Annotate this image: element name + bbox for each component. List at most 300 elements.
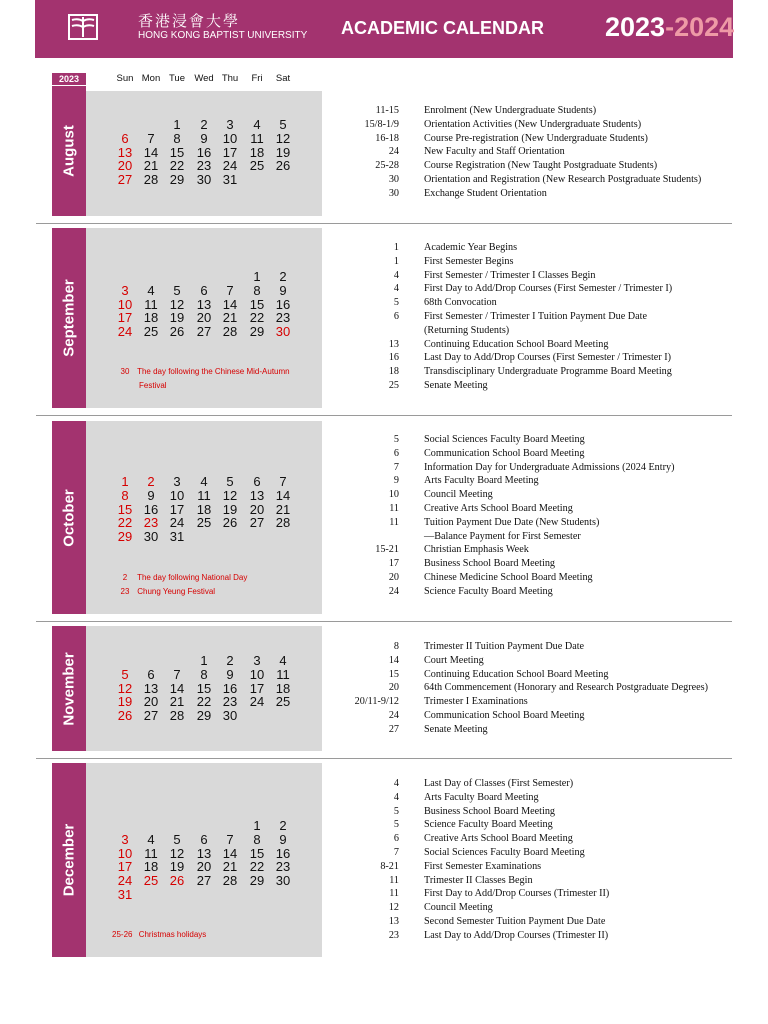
event-row — [332, 792, 732, 806]
calendar-day: 26 — [169, 324, 185, 340]
event-list-august — [332, 105, 732, 202]
calendar-day: 24 — [222, 158, 238, 174]
calendar-day: 19 — [117, 694, 133, 710]
event-description: Information Day for Undergraduate Admissions (2024 Entry) — [424, 461, 675, 473]
holiday-note-day: 30 — [120, 367, 130, 376]
calendar-day: 14 — [143, 144, 159, 160]
weekday-label: Sun — [116, 73, 134, 84]
event-description: Last Day to Add/Drop Courses (First Semester / Trimester I) — [424, 352, 672, 364]
month-band-november — [52, 626, 86, 751]
calendar-day: 13 — [196, 845, 212, 861]
event-date: 30 — [388, 187, 399, 199]
event-description: First Semester / Trimester I Tuition Payment Due Date — [424, 310, 647, 322]
calendar-day: 18 — [249, 144, 265, 160]
holiday-note-text: Festival — [139, 381, 167, 390]
holiday-note-text: Chung Yeung Festival — [135, 587, 216, 596]
calendar-day: 25 — [143, 873, 159, 889]
event-date: 1 — [393, 255, 399, 267]
calendar-day: 7 — [173, 666, 181, 682]
event-description: Last Day to Add/Drop Courses (Trimester II) — [424, 929, 609, 941]
calendar-day: 27 — [117, 172, 133, 188]
calendar-day: 19 — [169, 310, 185, 326]
month-band-september — [52, 228, 86, 408]
event-description: First Semester Begins — [424, 255, 514, 267]
event-row — [332, 366, 732, 380]
calendar-day: 8 — [253, 831, 261, 847]
weekday-label: Fri — [251, 73, 263, 84]
event-row — [332, 503, 732, 517]
event-row — [332, 352, 732, 366]
event-description: Last Day of Classes (First Semester) — [424, 778, 574, 789]
calendar-day: 10 — [222, 130, 238, 146]
calendar-day: 24 — [169, 515, 185, 531]
event-date: 11 — [389, 874, 399, 886]
calendar-day: 29 — [249, 873, 265, 889]
event-date: 4 — [393, 283, 399, 295]
calendar-day: 8 — [200, 666, 208, 682]
calendar-day: 17 — [249, 680, 265, 696]
calendar-day: 5 — [173, 282, 181, 298]
calendar-day: 6 — [147, 666, 155, 682]
calendar-day: 7 — [226, 831, 234, 847]
event-description: Senate Meeting — [424, 723, 488, 735]
calendar-day: 2 — [279, 818, 287, 833]
calendar-day: 28 — [222, 324, 238, 340]
calendar-day: 23 — [196, 158, 212, 174]
event-row — [332, 669, 732, 683]
event-date: 4 — [393, 269, 399, 281]
event-date: 5 — [393, 805, 399, 817]
calendar-day: 10 — [169, 487, 185, 503]
event-row — [332, 641, 732, 655]
calendar-day: 19 — [275, 144, 291, 160]
calendar-day: 31 — [117, 887, 133, 902]
event-description: Communication School Board Meeting — [424, 709, 585, 721]
calendar-day: 9 — [279, 831, 287, 847]
calendar-day: 17 — [169, 501, 185, 517]
event-row — [332, 806, 732, 820]
event-date: 15 — [388, 668, 399, 680]
event-date: 16 — [388, 352, 399, 364]
calendar-day: 15 — [196, 680, 212, 696]
event-date: 24 — [388, 585, 399, 597]
event-row — [332, 586, 732, 600]
calendar-day: 9 — [226, 666, 234, 682]
calendar-day: 3 — [121, 831, 129, 847]
event-row — [332, 930, 732, 944]
event-row — [332, 819, 732, 833]
calendar-day: 20 — [117, 158, 133, 174]
event-description: Senate Meeting — [424, 379, 488, 391]
event-row — [332, 462, 732, 476]
event-date: 9 — [393, 475, 399, 487]
calendar-day: 6 — [200, 282, 208, 298]
calendar-day: 29 — [196, 708, 212, 724]
calendar-day: 28 — [169, 708, 185, 724]
year-end: 2024 — [674, 12, 735, 42]
calendar-day: 15 — [169, 144, 185, 160]
calendar-day: 14 — [275, 487, 291, 503]
event-row — [332, 146, 732, 160]
calendar-day: 22 — [249, 859, 265, 875]
calendar-day: 18 — [275, 680, 291, 696]
calendar-day: 10 — [117, 296, 133, 312]
month-name: December — [60, 823, 78, 897]
event-description: Continuing Education School Board Meeting — [424, 668, 609, 680]
calendar-day: 16 — [143, 501, 159, 517]
calendar-day: 27 — [196, 873, 212, 889]
calendar-day: 12 — [117, 680, 133, 696]
holiday-note-text: The day following National Day — [135, 573, 248, 582]
page-title: ACADEMIC CALENDAR — [341, 18, 544, 38]
event-row — [332, 160, 732, 174]
hkbu-logo-icon — [68, 12, 98, 42]
event-description: Business School Board Meeting — [424, 558, 556, 570]
calendar-day: 31 — [169, 529, 185, 545]
calendar-day: 28 — [275, 515, 291, 531]
calendar-day: 12 — [222, 487, 238, 503]
calendar-day: 2 — [147, 474, 155, 489]
event-row — [332, 544, 732, 558]
weekday-label: Tue — [168, 73, 186, 84]
event-date: 25 — [388, 379, 399, 391]
event-date: 6 — [393, 310, 399, 322]
calendar-day: 4 — [147, 831, 155, 847]
event-row — [332, 380, 732, 394]
month-divider — [36, 415, 732, 416]
calendar-day: 14 — [222, 296, 238, 312]
calendar-day: 29 — [169, 172, 185, 188]
month-divider — [36, 621, 732, 622]
calendar-day: 23 — [275, 310, 291, 326]
event-date: 11 — [389, 516, 399, 528]
year-separator: - — [665, 12, 675, 42]
event-date: 17 — [388, 558, 399, 570]
calendar-day: 2 — [200, 117, 208, 132]
calendar-day: 27 — [143, 708, 159, 724]
calendar-day: 20 — [196, 310, 212, 326]
event-list-november — [332, 641, 732, 738]
event-description: Science Faculty Board Meeting — [424, 819, 553, 831]
calendar-day: 13 — [196, 296, 212, 312]
holiday-note — [115, 587, 215, 596]
event-date: 8 — [393, 641, 399, 652]
event-date: 13 — [388, 915, 399, 927]
calendar-day: 6 — [200, 831, 208, 847]
university-name-chinese: 香港浸會大學 — [138, 12, 241, 30]
event-date: 1 — [393, 242, 399, 253]
month-band-december — [52, 763, 86, 957]
weekday-label: Wed — [194, 73, 214, 84]
calendar-day: 1 — [121, 474, 129, 489]
calendar-day: 16 — [275, 845, 291, 861]
month-name: October — [60, 488, 78, 547]
calendar-day: 31 — [222, 172, 238, 188]
event-row — [332, 833, 732, 847]
calendar-day: 25 — [249, 158, 265, 174]
calendar-day: 30 — [143, 529, 159, 545]
event-description: Exchange Student Orientation — [424, 187, 547, 199]
event-row — [332, 242, 732, 256]
calendar-day: 17 — [117, 859, 133, 875]
event-description: Academic Year Begins — [424, 242, 518, 253]
event-date: 16-18 — [375, 132, 399, 144]
month-name: September — [60, 279, 78, 357]
event-description: 68th Convocation — [424, 297, 497, 309]
calendar-day: 27 — [196, 324, 212, 340]
calendar-day: 12 — [169, 845, 185, 861]
event-row — [332, 475, 732, 489]
calendar-day: 24 — [117, 324, 133, 340]
event-date: 20 — [388, 571, 399, 583]
event-description: Arts Faculty Board Meeting — [424, 791, 539, 803]
holiday-note-day: 23 — [120, 587, 130, 596]
calendar-day: 21 — [143, 158, 159, 174]
event-description: First Day to Add/Drop Courses (Trimester II) — [424, 888, 610, 900]
weekday-label: Mon — [141, 73, 161, 84]
calendar-day: 11 — [197, 487, 211, 503]
event-description: Course Pre-registration (New Undergraduate Students) — [424, 132, 648, 144]
event-date: 5 — [393, 297, 399, 309]
month-name: August — [60, 125, 78, 177]
calendar-day: 1 — [200, 653, 208, 668]
event-row — [332, 133, 732, 147]
event-description: —Balance Payment for First Semester — [424, 530, 581, 542]
calendar-day: 14 — [222, 845, 238, 861]
event-description: Orientation Activities (New Undergraduate Students) — [424, 118, 642, 130]
event-row — [332, 916, 732, 930]
calendar-day: 21 — [222, 859, 238, 875]
event-description: Trimester II Tuition Payment Due Date — [424, 641, 585, 652]
event-row — [332, 558, 732, 572]
calendar-day: 13 — [249, 487, 265, 503]
event-list-september — [332, 242, 732, 394]
calendar-day: 22 — [196, 694, 212, 710]
calendar-day: 5 — [173, 831, 181, 847]
event-description: Social Sciences Faculty Board Meeting — [424, 434, 585, 445]
calendar-day: 4 — [253, 117, 261, 132]
calendar-day: 10 — [117, 845, 133, 861]
calendar-day: 30 — [275, 324, 291, 340]
calendar-day: 7 — [279, 474, 287, 489]
event-description: Trimester II Classes Begin — [424, 874, 533, 886]
event-date: 6 — [393, 447, 399, 459]
month-divider — [36, 223, 732, 224]
calendar-day: 28 — [143, 172, 159, 188]
calendar-day: 11 — [250, 130, 264, 146]
calendar-day: 26 — [222, 515, 238, 531]
event-date: 15-21 — [375, 544, 399, 556]
weekday-label: Sat — [275, 73, 291, 84]
holiday-note — [115, 573, 247, 582]
calendar-day: 6 — [121, 130, 129, 146]
calendar-day: 27 — [249, 515, 265, 531]
calendar-day: 6 — [253, 474, 261, 489]
event-row — [332, 572, 732, 586]
calendar-day: 21 — [275, 501, 291, 517]
event-row — [332, 531, 732, 545]
calendar-day: 24 — [117, 873, 133, 889]
calendar-day: 20 — [143, 694, 159, 710]
calendar-day: 4 — [147, 282, 155, 298]
event-row — [332, 270, 732, 284]
holiday-note — [112, 930, 206, 939]
calendar-day: 22 — [117, 515, 133, 531]
month-band-august — [52, 86, 86, 216]
event-date: 24 — [388, 146, 399, 158]
month-name: November — [60, 651, 78, 726]
event-description: Tuition Payment Due Date (New Students) — [424, 516, 600, 528]
calendar-day: 3 — [253, 653, 261, 668]
calendar-year-badge: 2023 — [52, 73, 86, 85]
event-description: Orientation and Registration (New Research Postgraduate Students) — [424, 173, 702, 185]
calendar-day: 28 — [222, 873, 238, 889]
calendar-day: 8 — [253, 282, 261, 298]
calendar-day: 9 — [147, 487, 155, 503]
event-description: Council Meeting — [424, 489, 493, 501]
event-description: Christian Emphasis Week — [424, 544, 529, 556]
event-description: Arts Faculty Board Meeting — [424, 475, 539, 487]
calendar-day: 22 — [249, 310, 265, 326]
calendar-day: 10 — [249, 666, 265, 682]
event-description: 64th Commencement (Honorary and Research Postgraduate Degrees) — [424, 682, 709, 694]
event-date: 24 — [388, 709, 399, 721]
calendar-day: 29 — [249, 324, 265, 340]
year-start: 2023 — [605, 12, 666, 42]
event-row — [332, 682, 732, 696]
event-date: 4 — [393, 778, 399, 789]
calendar-day: 25 — [275, 694, 291, 710]
event-row — [332, 696, 732, 710]
calendar-day: 20 — [196, 859, 212, 875]
event-description: First Semester Examinations — [424, 860, 542, 872]
event-description: Second Semester Tuition Payment Due Date — [424, 915, 606, 927]
event-date: 12 — [388, 902, 399, 914]
calendar-day: 7 — [147, 130, 155, 146]
event-description: Court Meeting — [424, 654, 484, 666]
calendar-day: 2 — [279, 269, 287, 284]
calendar-day: 1 — [173, 117, 181, 132]
calendar-day: 25 — [143, 324, 159, 340]
calendar-day: 18 — [196, 501, 212, 517]
event-row — [332, 888, 732, 902]
calendar-day: 18 — [143, 859, 159, 875]
calendar-day: 17 — [117, 310, 133, 326]
calendar-day: 8 — [173, 130, 181, 146]
event-row — [332, 188, 732, 202]
event-date: 6 — [393, 833, 399, 845]
event-row — [332, 847, 732, 861]
month-divider — [36, 758, 732, 759]
event-description: Communication School Board Meeting — [424, 447, 585, 459]
calendar-day: 23 — [222, 694, 238, 710]
calendar-day: 14 — [169, 680, 185, 696]
calendar-day: 30 — [222, 708, 238, 724]
calendar-day: 25 — [196, 515, 212, 531]
event-date: 13 — [388, 338, 399, 350]
event-description: Enrolment (New Undergraduate Students) — [424, 105, 597, 116]
event-description: First Day to Add/Drop Courses (First Semester / Trimester I) — [424, 283, 673, 295]
academic-year — [605, 12, 734, 43]
event-row — [332, 710, 732, 724]
calendar-day: 24 — [249, 694, 265, 710]
event-description: Trimester I Examinations — [424, 696, 528, 708]
event-row — [332, 311, 732, 325]
event-date: 7 — [393, 461, 399, 473]
calendar-day: 15 — [117, 501, 133, 517]
calendar-day: 13 — [117, 144, 133, 160]
event-date: 18 — [388, 366, 399, 378]
calendar-day: 26 — [275, 158, 291, 174]
calendar-day: 4 — [200, 474, 208, 489]
event-row — [332, 902, 732, 916]
event-row — [332, 256, 732, 270]
header-banner — [35, 0, 733, 58]
calendar-day: 7 — [226, 282, 234, 298]
calendar-day: 26 — [117, 708, 133, 724]
event-date: 25-28 — [375, 160, 399, 172]
event-description: Transdisciplinary Undergraduate Programme Board Meeting — [424, 366, 672, 378]
event-row — [332, 655, 732, 669]
event-description: Continuing Education School Board Meeting — [424, 338, 609, 350]
weekday-label: Thu — [221, 73, 239, 84]
calendar-day: 15 — [249, 845, 265, 861]
calendar-day: 29 — [117, 529, 133, 545]
holiday-note-text: The day following the Chinese Mid-Autumn — [135, 367, 290, 376]
calendar-day: 3 — [173, 474, 181, 489]
calendar-day: 8 — [121, 487, 129, 503]
event-row — [332, 489, 732, 503]
calendar-day: 3 — [226, 117, 234, 132]
calendar-day: 5 — [121, 666, 129, 682]
calendar-day: 23 — [275, 859, 291, 875]
calendar-day: 11 — [144, 845, 158, 861]
calendar-day: 11 — [144, 296, 158, 312]
event-date: 30 — [388, 173, 399, 185]
calendar-day: 4 — [279, 653, 287, 668]
calendar-day: 13 — [143, 680, 159, 696]
calendar-day: 19 — [169, 859, 185, 875]
event-date: 15/8-1/9 — [364, 118, 399, 130]
calendar-day: 1 — [253, 269, 261, 284]
event-row — [332, 778, 732, 792]
event-description: Council Meeting — [424, 902, 493, 914]
event-row — [332, 861, 732, 875]
calendar-day: 5 — [279, 117, 287, 132]
event-row — [332, 119, 732, 133]
calendar-day: 20 — [249, 501, 265, 517]
calendar-day: 30 — [196, 172, 212, 188]
event-description: (Returning Students) — [424, 324, 510, 336]
calendar-day: 16 — [275, 296, 291, 312]
event-description: Course Registration (New Taught Postgraduate Students) — [424, 160, 658, 172]
event-description: Creative Arts School Board Meeting — [424, 833, 573, 845]
calendar-day: 21 — [169, 694, 185, 710]
event-row — [332, 105, 732, 119]
event-row — [332, 875, 732, 889]
holiday-note — [115, 367, 290, 376]
event-date: 4 — [393, 791, 399, 803]
calendar-day: 1 — [253, 818, 261, 833]
calendar-day: 12 — [275, 130, 291, 146]
event-row — [332, 325, 732, 339]
event-row — [332, 724, 732, 738]
event-date: 10 — [388, 489, 399, 501]
event-date: 5 — [393, 819, 399, 831]
event-date: 11 — [389, 888, 399, 900]
calendar-day: 17 — [222, 144, 238, 160]
event-date: 5 — [393, 434, 399, 445]
